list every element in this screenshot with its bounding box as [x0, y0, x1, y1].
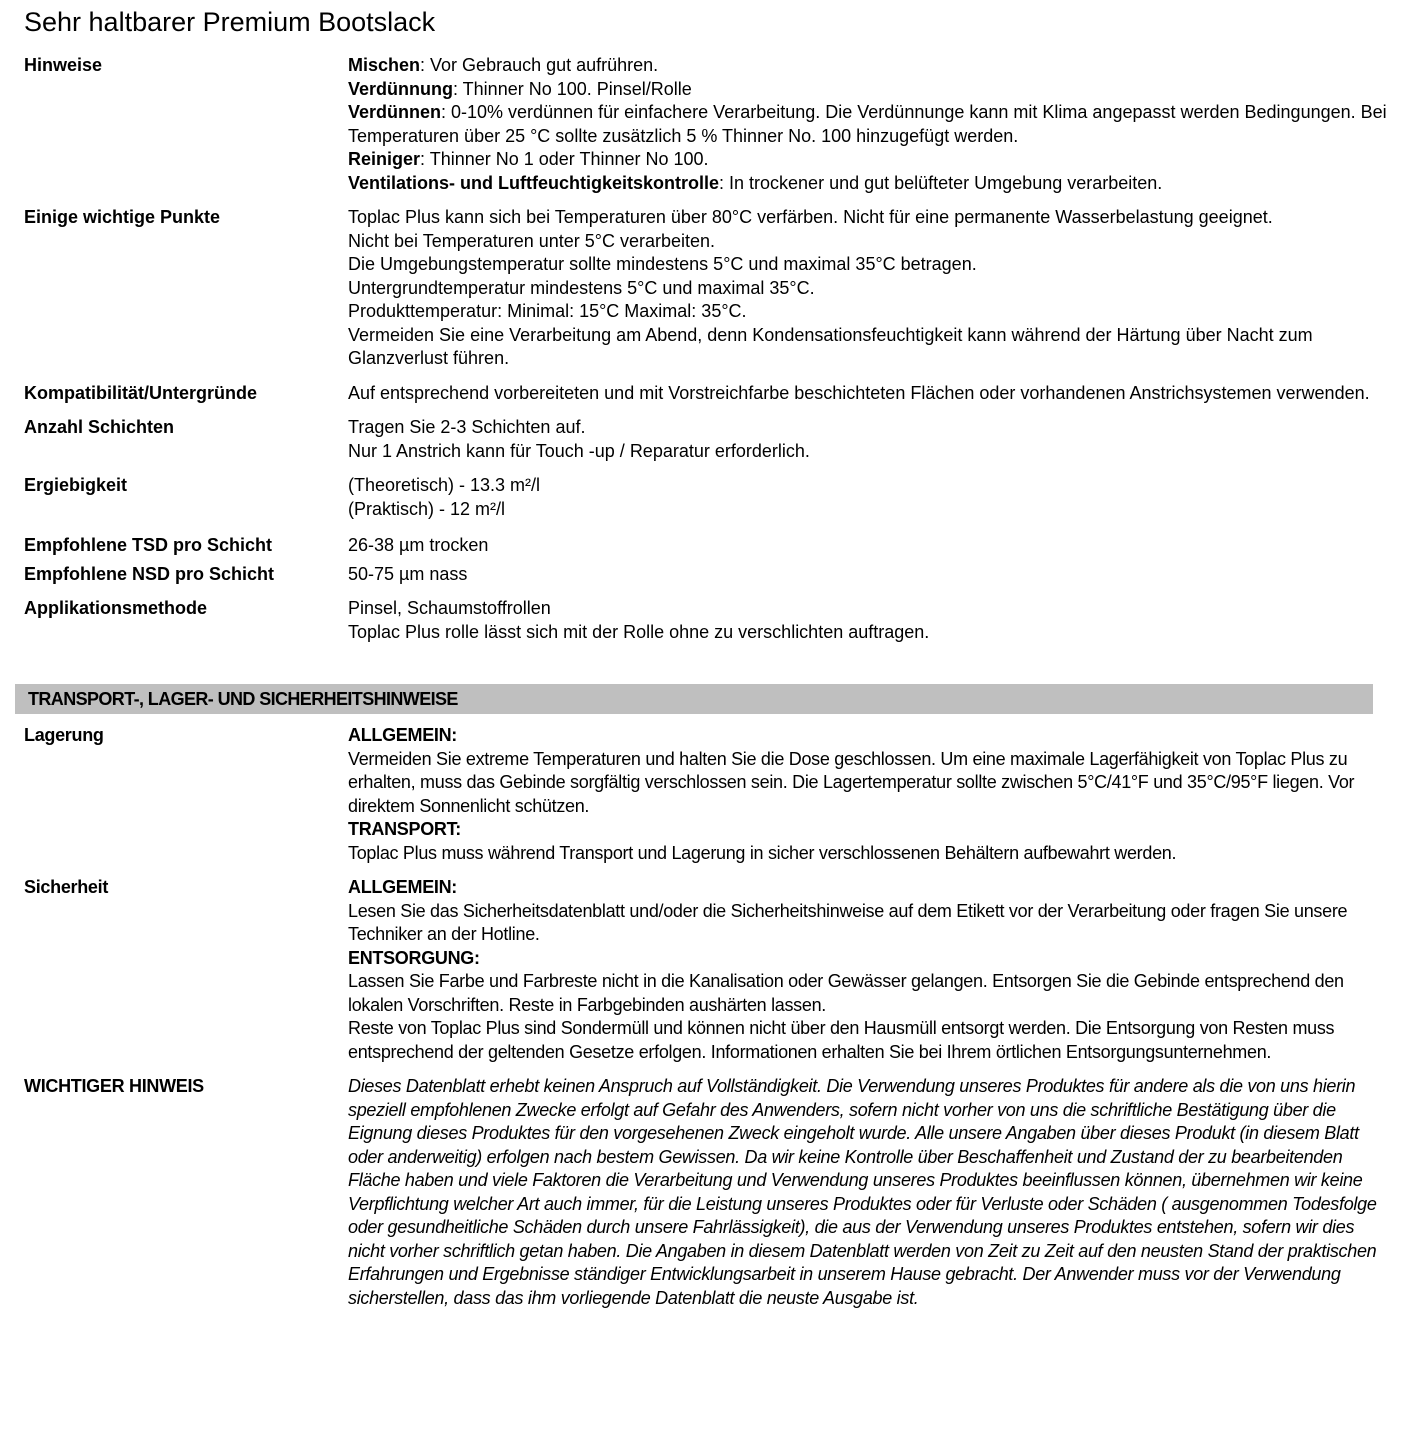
text-line: 50-75 µm nass: [348, 563, 468, 584]
text-line: 26-38 µm trocken: [348, 535, 489, 555]
block-heading: TRANSPORT:: [348, 819, 461, 839]
line-text: : 0-10% verdünnen für einfachere Verarbeitung. Die Verdünnunge kann mit Klima angepasst werden Bedingungen. Bei Temperaturen über 25 °C sollte zusätzlich 5 % Thinner No. 100 hinzugefügt werden.: [348, 102, 1387, 146]
row-label: Einige wichtige Punkte: [24, 207, 221, 227]
text-line: [348, 78, 1395, 102]
row-label: Ergiebigkeit: [24, 475, 128, 495]
row-label: Lagerung: [24, 725, 104, 745]
disclaimer-text: Dieses Datenblatt erhebt keinen Anspruch auf Vollständigkeit. Die Verwendung unseres Produktes für andere als die von uns hierin speziell empfohlenen Zwecke erfolgt auf Gefahr des Anwenders, sofern nicht vorher von uns die schriftliche Bestätigung über die Eignung dieses Produktes für den vorgesehenen Zweck eingeholt wurde. Alle unsere Angaben über dieses Produkt (in diesem Blatt oder anderweitig) erfolgen nach bestem Gewissen. Da wir keine Kontrolle über Beschaffenheit und Zustand der zu bearbeitenden Fläche haben und viele Faktoren die Verarbeitung und Verwendung unseres Produktes beeinflussen können, übernehmen wir keine Verpflichtung welcher Art auch immer, für die Leistung unseres Produktes oder für Verluste oder Schäden ( ausgenommen Todesfolge oder gesundheitliche Schäden durch unsere Fahrlässigkeit), die aus der Verwendung unseres Produktes entstehen, sofern wir dies nicht vorher schriftlich getan haben. Die Angaben in diesem Datenblatt werden von Zeit zu Zeit auf den neusten Stand der praktischen Erfahrungen und Ergebnisse ständiger Entwicklungsarbeit in unserem Hause gebracht. Der Anwender muss vor der Verwendung sicherstellen, dass das ihm vorliegende Datenblatt die neuste Ausgabe ist.: [348, 1076, 1377, 1308]
row-sicherheit: [24, 876, 1395, 1064]
text-line: Vermeiden Sie eine Verarbeitung am Abend, denn Kondensationsfeuchtigkeit kann während der Härtung über Nacht zum Glanzverlust führen.: [348, 324, 1313, 368]
block-text: Vermeiden Sie extreme Temperaturen und halten Sie die Dose geschlossen. Um eine maximale Lagerfähigkeit von Toplac Plus zu erhalten, muss das Gebinde sorgfältig verschlossen sein. Die Lagertemperatur sollte zwischen 5°C/41°F und 35°C/95°F liegen. Vor direktem Sonnenlicht schützen.: [348, 748, 1355, 816]
text-line: Produkttemperatur: Minimal: 15°C Maximal: 35°C.: [348, 301, 747, 321]
text-line: Auf entsprechend vorbereiteten und mit Vorstreichfarbe beschichteten Flächen oder vorhandenen Anstrichsystemen verwenden.: [348, 382, 1370, 403]
row-label: Applikationsmethode: [24, 598, 208, 618]
block-text: Lassen Sie Farbe und Farbreste nicht in die Kanalisation oder Gewässer gelangen. Entsorgen Sie die Gebinde entsprechend den lokalen Vorschriften. Reste in Farbgebinden aushärten lassen.: [348, 971, 1344, 1015]
line-text: : Thinner No 1 oder Thinner No 100.: [420, 149, 709, 169]
text-line: (Praktisch) - 12 m²/l: [348, 498, 506, 519]
spec-row-hinweise: [24, 54, 1395, 195]
row-content: [348, 563, 1395, 587]
text-line: Untergrundtemperatur mindestens 5°C und maximal 35°C.: [348, 277, 815, 298]
text-line: Toplac Plus rolle lässt sich mit der Rolle ohne zu verschlichten auftragen.: [348, 621, 930, 642]
block-heading: ALLGEMEIN:: [348, 877, 457, 897]
bold-lead: Verdünnung: [348, 78, 453, 99]
text-line: Toplac Plus kann sich bei Temperaturen über 80°C verfärben. Nicht für eine permanente Wasserbelastung geeignet.: [348, 207, 1273, 227]
bold-lead: Reiniger: [348, 149, 421, 169]
line-text: : Vor Gebrauch gut aufrühren.: [420, 55, 659, 75]
bold-lead: Ventilations- und Luftfeuchtigkeitskontrolle: [348, 172, 720, 193]
text-line: Die Umgebungstemperatur sollte mindestens 5°C und maximal 35°C betragen.: [348, 254, 977, 274]
row-label: Anzahl Schichten: [24, 417, 175, 437]
block-text: Toplac Plus muss während Transport und Lagerung in sicher verschlossenen Behältern aufbewahrt werden.: [348, 842, 1177, 863]
line-text: : In trockener und gut belüfteter Umgebung verarbeiten.: [719, 172, 1163, 193]
text-line: Pinsel, Schaumstoffrollen: [348, 598, 551, 618]
spec-row-nsd: [24, 563, 1395, 587]
section-header-bar: [15, 684, 1373, 714]
text-line: [348, 148, 1395, 172]
row-lagerung: [24, 724, 1395, 865]
text-line: (Theoretisch) - 13.3 m²/l: [348, 475, 541, 495]
row-label: Empfohlene NSD pro Schicht: [24, 563, 275, 584]
section-header-title: TRANSPORT-, LAGER- UND SICHERHEITSHINWEISE: [28, 688, 458, 709]
spec-row-kompatibilitaet: [24, 382, 1395, 406]
block-heading: ENTSORGUNG:: [348, 947, 480, 968]
bold-lead: Verdünnen: [348, 102, 442, 122]
spec-row-wichtige-punkte: [24, 206, 1395, 371]
row-content: [348, 54, 1395, 195]
text-line: Nur 1 Anstrich kann für Touch -up / Reparatur erforderlich.: [348, 440, 810, 461]
row-content: [348, 876, 1395, 1064]
row-label: Kompatibilität/Untergründe: [24, 382, 257, 403]
row-content: [348, 416, 1395, 463]
row-content: [348, 382, 1395, 406]
text-line: [348, 101, 1395, 148]
block-heading: ALLGEMEIN:: [348, 725, 457, 745]
line-text: : Thinner No 100. Pinsel/Rolle: [453, 78, 692, 99]
row-content: [348, 206, 1395, 371]
row-content: [348, 724, 1395, 865]
text-line: [348, 172, 1395, 196]
row-label: Empfohlene TSD pro Schicht: [24, 535, 273, 555]
block-text: Lesen Sie das Sicherheitsdatenblatt und/oder die Sicherheitshinweise auf dem Etikett vor der Verarbeitung oder fragen Sie unsere Techniker an der Hotline.: [348, 900, 1348, 944]
spec-row-applikationsmethode: [24, 597, 1395, 644]
row-label: WICHTIGER HINWEIS: [24, 1076, 204, 1096]
text-line: Nicht bei Temperaturen unter 5°C verarbeiten.: [348, 230, 716, 251]
text-line: Tragen Sie 2-3 Schichten auf.: [348, 417, 586, 437]
page-title: Sehr haltbarer Premium Bootslack: [24, 7, 436, 37]
bold-lead: Mischen: [348, 55, 421, 75]
spec-row-ergiebigkeit: [24, 474, 1395, 521]
row-content: [348, 1075, 1395, 1310]
spec-row-tsd: [24, 534, 1395, 558]
spec-row-anzahl-schichten: [24, 416, 1395, 463]
text-line: [348, 54, 1395, 78]
row-content: [348, 474, 1395, 521]
row-content: [348, 597, 1395, 644]
row-content: [348, 534, 1395, 558]
block-text: Reste von Toplac Plus sind Sondermüll und können nicht über den Hausmüll entsorgt werden. Die Entsorgung von Resten muss entsprechend der geltenden Gesetze erfolgen. Informationen erhalten Sie bei Ihrem örtlichen Entsorgungsunternehmen.: [348, 1018, 1335, 1062]
row-label: Hinweise: [24, 55, 103, 75]
row-label: Sicherheit: [24, 877, 109, 897]
row-wichtiger-hinweis: [24, 1075, 1395, 1310]
